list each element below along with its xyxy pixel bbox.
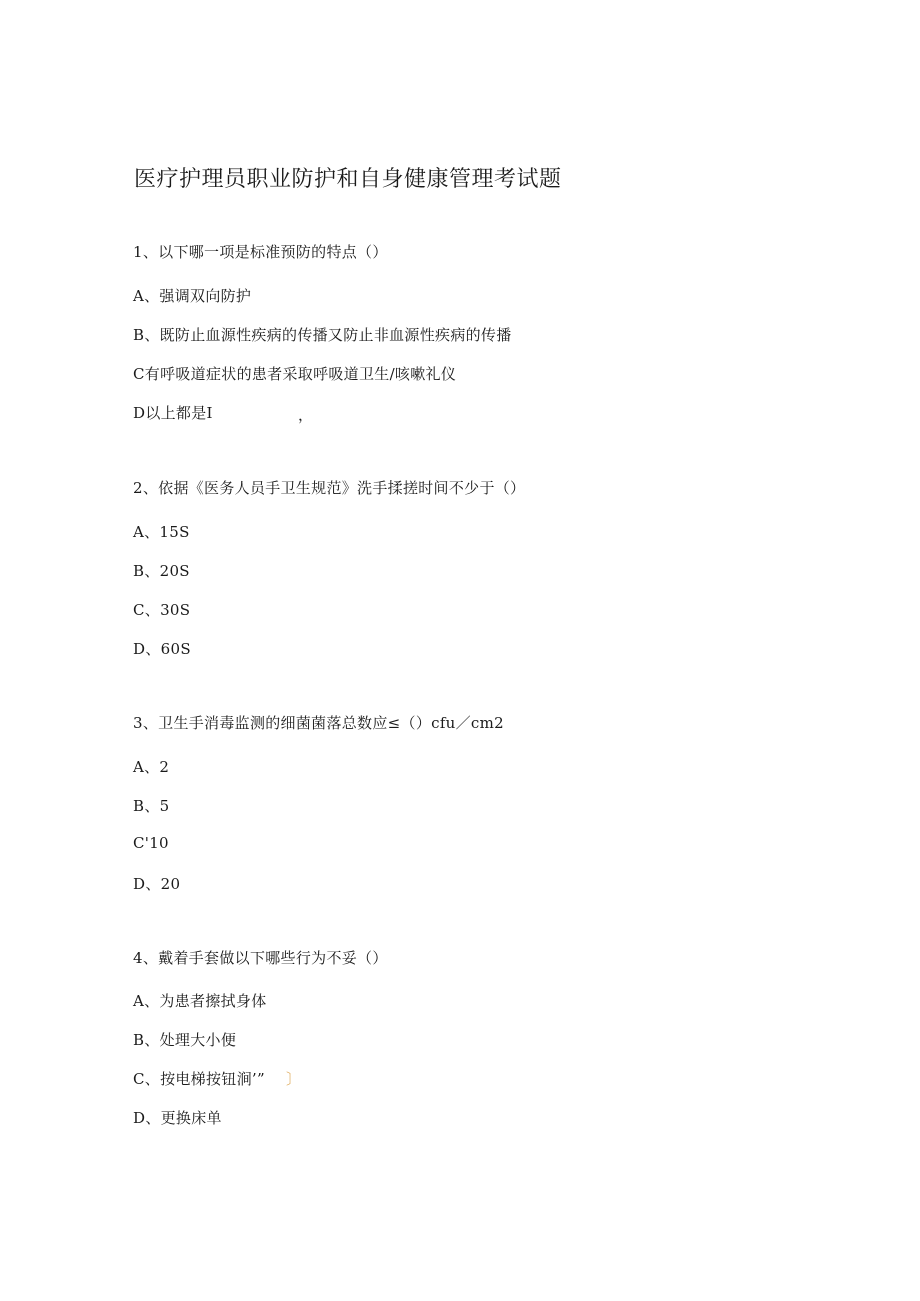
page-title: 医疗护理员职业防护和自身健康管理考试题 [134, 167, 562, 192]
question-2-option-c: C、30S [133, 601, 191, 619]
question-1-option-b: B、既防止血源性疾病的传播又防止非血源性疾病的传播 [133, 326, 512, 344]
question-4: 4、戴着手套做以下哪些行为不妥（） [133, 949, 388, 967]
question-1: 1、以下哪一项是标准预防的特点（） [133, 243, 388, 261]
stray-comma-mark: ， [298, 406, 314, 424]
question-4-option-d: D、更换床单 [133, 1109, 222, 1127]
question-1-option-c: C有呼吸道症状的患者采取呼吸道卫生/咳嗽礼仪 [133, 365, 457, 383]
question-1-option-a: A、强调双向防护 [133, 287, 252, 305]
question-3-option-d: D、20 [133, 875, 181, 893]
question-3-option-c: C'10 [133, 834, 169, 852]
question-2-option-d: D、60S [133, 640, 191, 658]
question-4-option-b: B、处理大小便 [133, 1031, 237, 1049]
question-4-option-c: C、按电梯按钮涧’” [133, 1070, 265, 1088]
question-3-option-a: A、2 [133, 758, 170, 776]
question-3-option-b: B、5 [133, 797, 170, 815]
stray-orange-bracket-mark: 〕 [286, 1070, 302, 1088]
question-4-option-a: A、为患者擦拭身体 [133, 992, 267, 1010]
question-2-option-b: B、20S [133, 562, 190, 580]
question-2-option-a: A、15S [133, 523, 190, 541]
question-1-option-d: D以上都是I [133, 404, 213, 422]
question-2: 2、依据《医务人员手卫生规范》洗手揉搓时间不少于（） [133, 479, 526, 497]
question-3: 3、卫生手消毒监测的细菌菌落总数应≤（）cfu／cm2 [133, 714, 504, 732]
